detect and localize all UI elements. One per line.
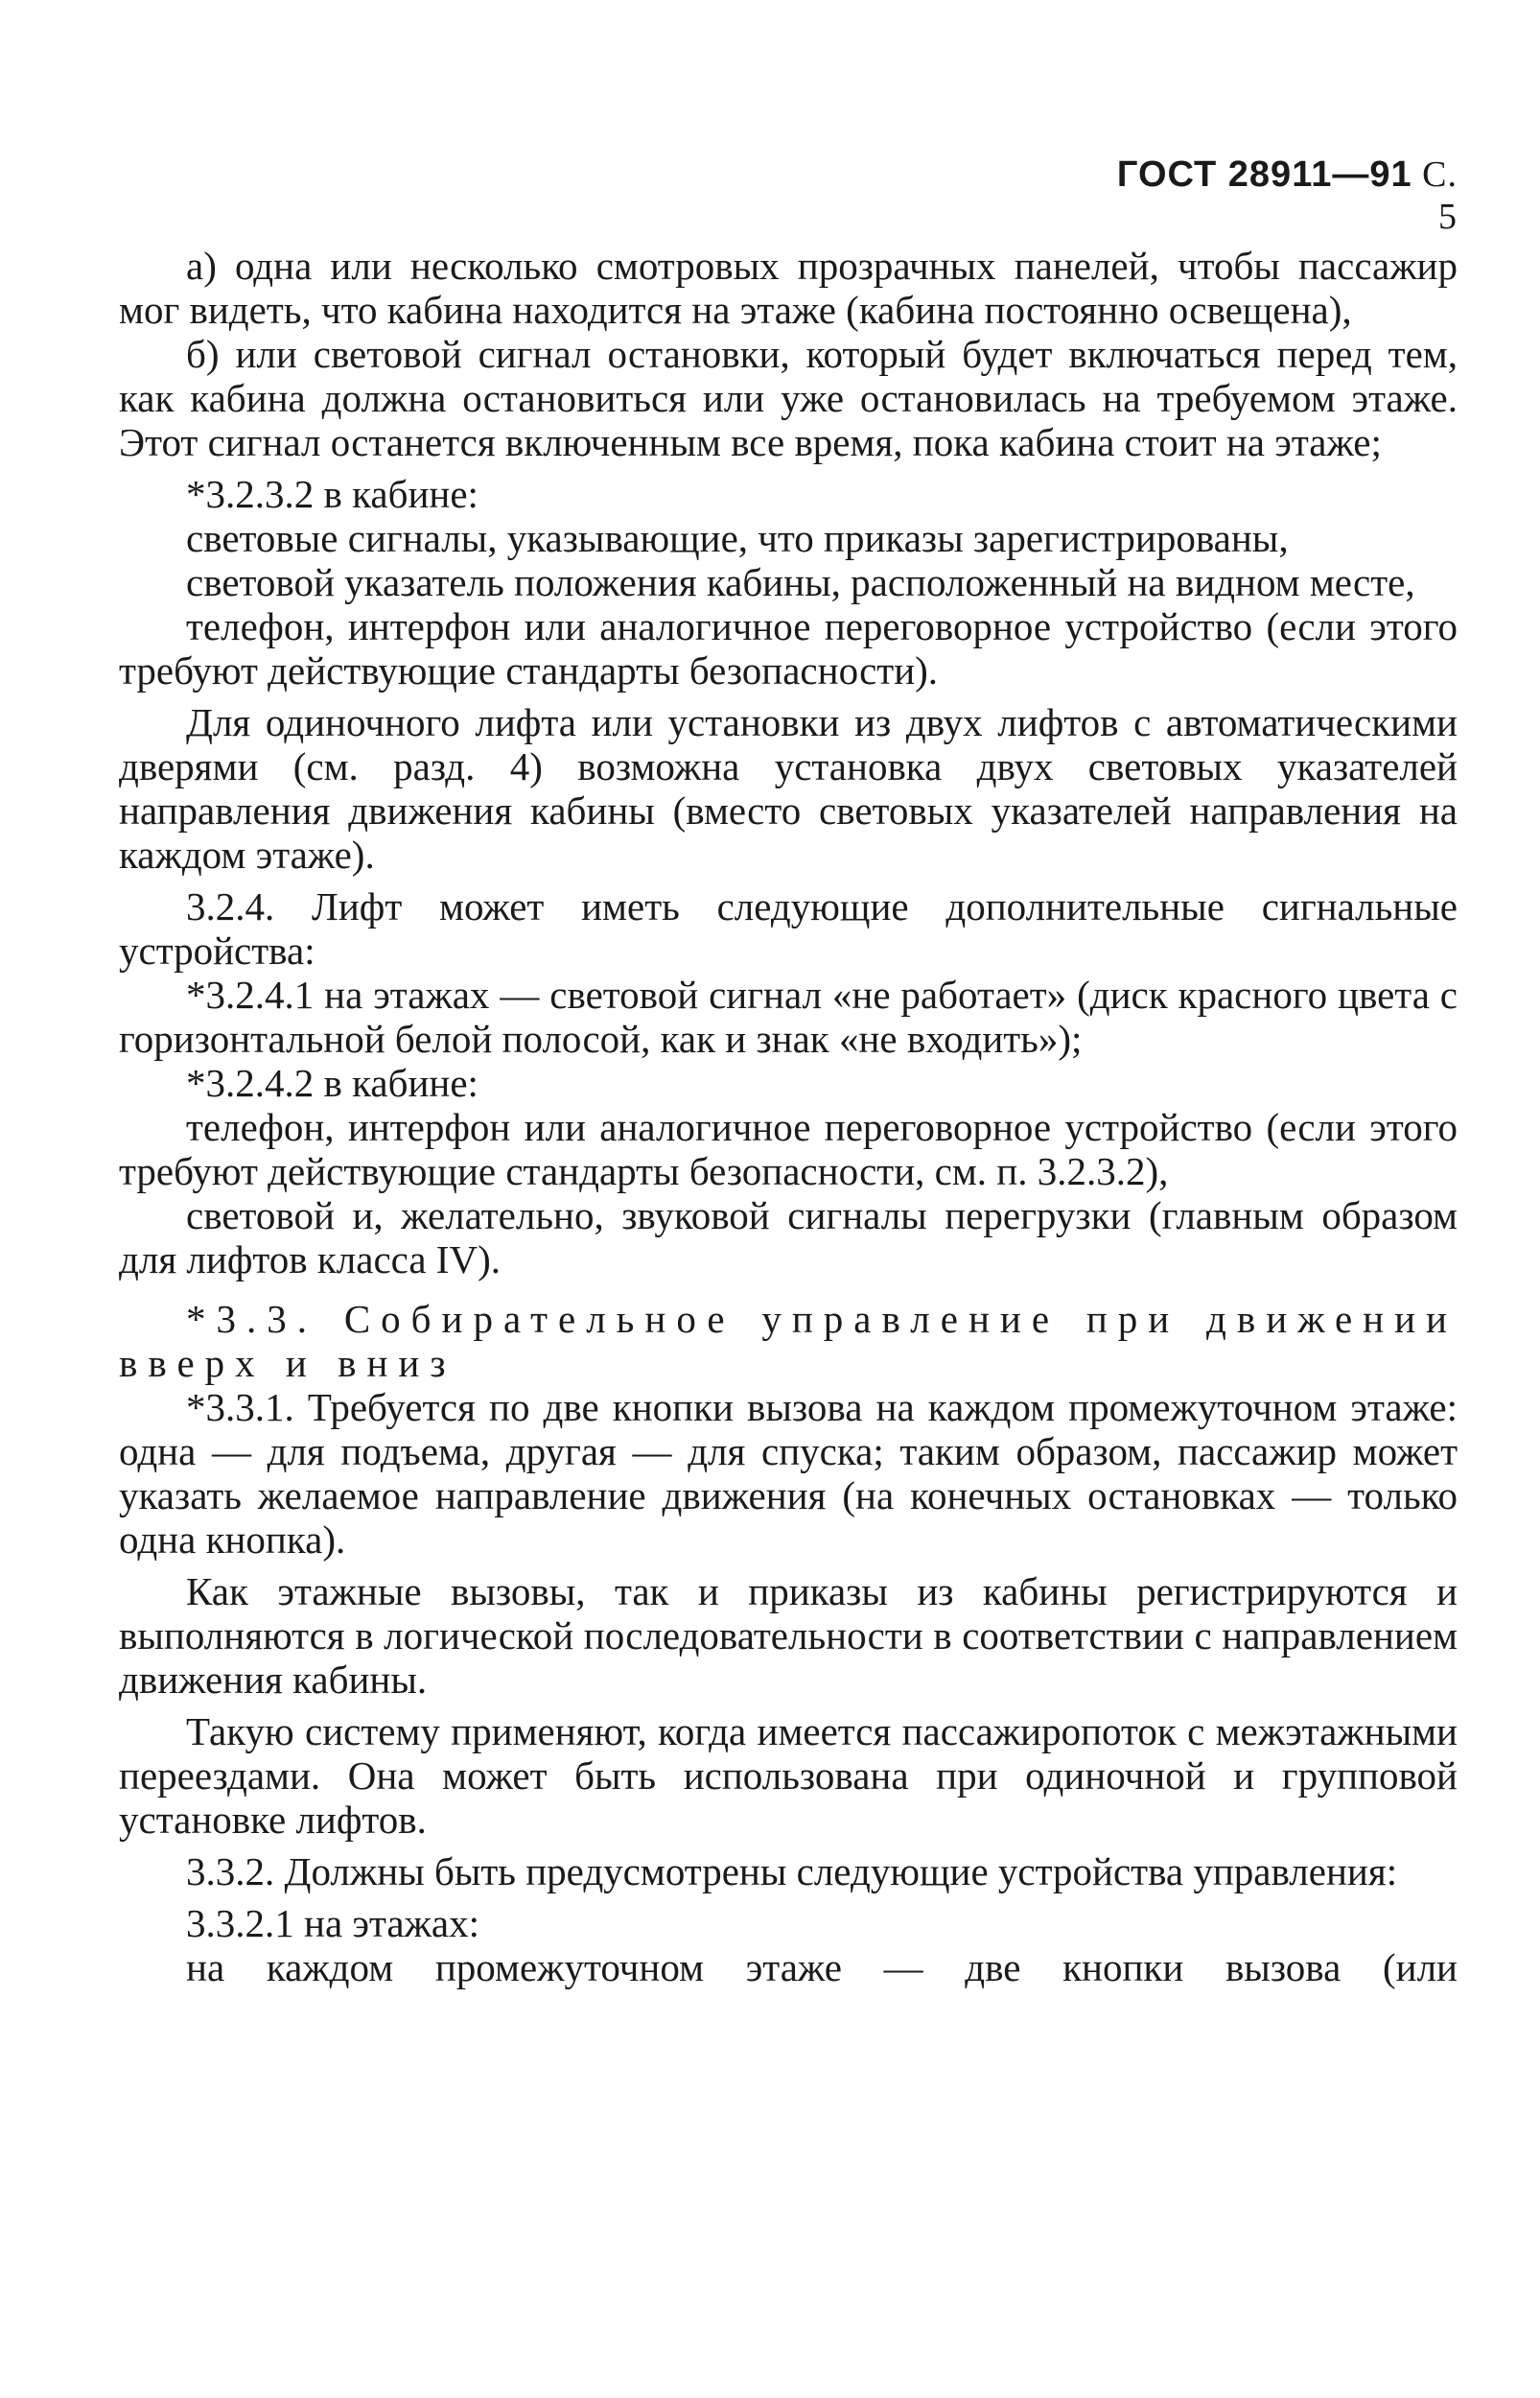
paragraph-calls-registration: Как этажные вызовы, так и приказы из кабины регистрируются и выполняются в логической последовательности в соответствии с направлением движения кабины.	[119, 1569, 1458, 1702]
section-heading-3-3: *3.3. Собирательное управление при движении вверх и вниз	[119, 1297, 1458, 1385]
clause-3-2-4-2: *3.2.4.2 в кабине:	[186, 1061, 478, 1105]
paragraph-phone: телефон, интерфон или аналогичное переговорное устройство (если этого требуют действующие стандарты безопасности).	[119, 604, 1458, 693]
paragraph-phone-cabin: телефон, интерфон или аналогичное переговорное устройство (если этого требуют действующие стандарты безопасности, см. п. 3.2.3.2),	[119, 1105, 1458, 1193]
clause-3-2-4-1: *3.2.4.1 на этажах — световой сигнал «не работает» (диск красного цвета с горизонтальной белой полосой, как и знак «не входить»);	[119, 973, 1458, 1061]
page-number: С. 5	[1422, 154, 1458, 237]
clause-3-2-3-2: *3.2.3.2 в кабине:	[186, 472, 478, 516]
clause-3-3-2: 3.3.2. Должны быть предусмотрены следующие устройства управления:	[186, 1849, 1398, 1893]
paragraph-call-buttons: на каждом промежуточном этаже — две кнопки вызова (или	[186, 1945, 1458, 1989]
paragraph-light-signals: световые сигналы, указывающие, что приказы зарегистрированы,	[186, 516, 1289, 560]
standard-number: ГОСТ 28911—91	[1116, 154, 1412, 195]
paragraph-single-lift: Для одиночного лифта или установки из двух лифтов с автоматическими дверями (см. разд. 4) возможна установка двух световых указателей направления движения кабины (вместо световых указателей направления на каждом этаже).	[119, 700, 1458, 877]
clause-3-3-1: *3.3.1. Требуется по две кнопки вызова на каждом промежуточном этаже: одна — для подъема, другая — для спуска; таким образом, пассажир может указать желаемое направление движения (на конечных остановках — только одна кнопка).	[119, 1385, 1458, 1562]
paragraph-position-indicator: световой указатель положения кабины, расположенный на видном месте,	[186, 560, 1415, 604]
paragraph-item-a: а) одна или несколько смотровых прозрачных панелей, чтобы пассажир мог видеть, что кабина находится на этаже (кабина постоянно освещена),	[119, 244, 1458, 332]
clause-3-3-2-1: 3.3.2.1 на этажах:	[186, 1901, 480, 1945]
clause-3-2-4: 3.2.4. Лифт может иметь следующие дополнительные сигнальные устройства:	[119, 884, 1458, 973]
page-header	[1093, 153, 1458, 238]
document-body	[119, 244, 1458, 1989]
paragraph-system-usage: Такую систему применяют, когда имеется пассажиропоток с межэтажными переездами. Она может быть использована при одиночной и групповой установке лифтов.	[119, 1709, 1458, 1842]
paragraph-item-b: б) или световой сигнал остановки, который будет включаться перед тем, как кабина должна остановиться или уже остановилась на требуемом этаже. Этот сигнал останется включенным все время, пока кабина стоит на этаже;	[119, 332, 1458, 464]
paragraph-overload: световой и, желательно, звуковой сигналы перегрузки (главным образом для лифтов класса IV).	[119, 1193, 1458, 1281]
